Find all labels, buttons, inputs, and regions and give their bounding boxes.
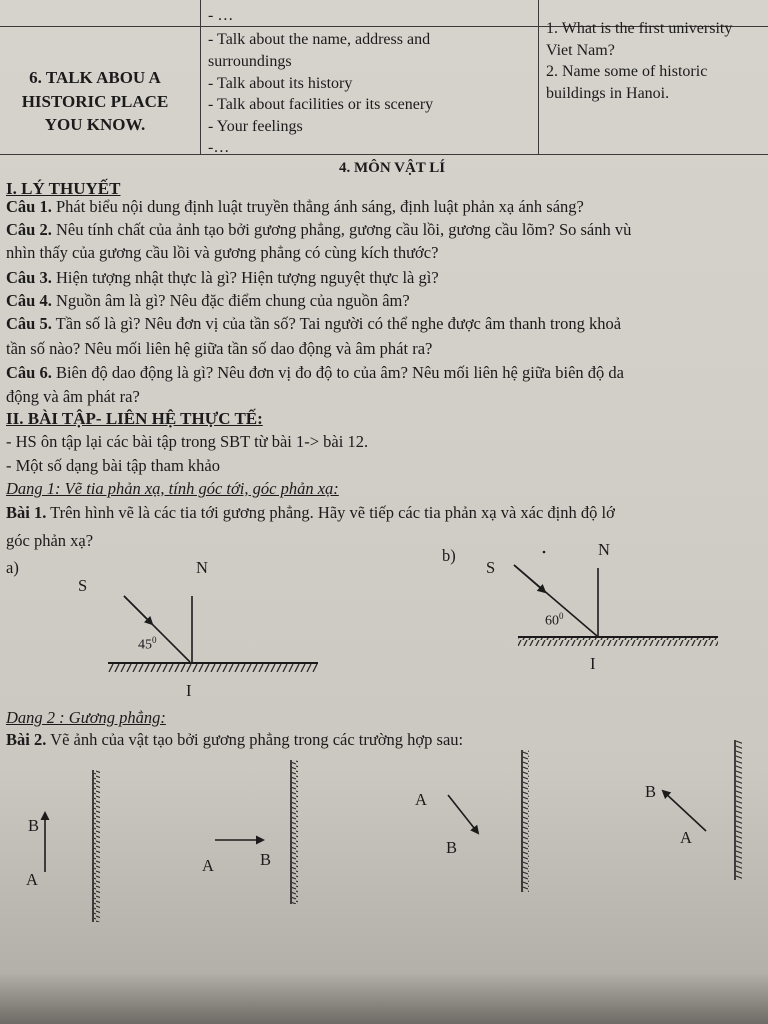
content-item: -…	[208, 139, 230, 156]
dang2-heading: Dang 2 : Gương phẳng:	[6, 708, 166, 727]
question-line: 1. What is the first university	[546, 20, 733, 37]
exercises-intro: - Một số dạng bài tập tham khảo	[6, 456, 221, 475]
content-item: surroundings	[208, 53, 292, 70]
question-number: Câu 4.	[6, 291, 52, 310]
mirror-hatching	[108, 664, 318, 672]
question-text: Nguồn âm là gì? Nêu đặc điểm chung của nguồn âm?	[51, 291, 410, 310]
content-item: - Your feelings	[208, 118, 303, 135]
ray-source-label: S	[78, 576, 88, 595]
bai2-case-4	[663, 740, 742, 880]
bai2-number: Bài 2.	[6, 730, 47, 749]
figure-b	[514, 551, 718, 646]
incident-ray-arrow	[124, 596, 152, 624]
question-text: động và âm phát ra?	[6, 387, 140, 406]
angle-value: 45	[138, 637, 152, 653]
mirror-hatching	[736, 740, 742, 880]
content-item: - Talk about its history	[208, 75, 353, 92]
object-end-label: B	[28, 816, 40, 835]
section-title: 4. MÔN VẬT LÍ	[339, 160, 446, 176]
bai2-case-1	[45, 770, 100, 922]
question-line: Viet Nam?	[546, 42, 615, 59]
angle-value: 60	[545, 613, 559, 629]
normal-label: N	[598, 540, 610, 559]
exercises-heading: II. BÀI TẬP- LIÊN HỆ THỰC TẾ:	[6, 409, 263, 428]
question-text: tần số nào? Nêu mối liên hệ giữa tần số dao động và âm phát ra?	[6, 339, 433, 358]
incident-ray-arrow	[514, 565, 545, 592]
question-number: Câu 3.	[6, 268, 52, 287]
mirror-hatching	[518, 638, 718, 646]
bai2-case-2	[215, 760, 298, 904]
degree-mark: 0	[559, 611, 564, 621]
object-arrow	[663, 791, 706, 831]
topic-line: HISTORIC PLACE	[21, 92, 169, 111]
question-text: nhìn thấy của gương cầu lồi và gương phẳng có cùng kích thước?	[6, 243, 439, 262]
question-line: buildings in Hanoi.	[546, 85, 670, 102]
bai2-text: Vẽ ảnh của vật tạo bởi gương phẳng trong các trường hợp sau:	[46, 730, 464, 749]
content-item: - Talk about the name, address and	[208, 31, 431, 48]
object-end-label: B	[645, 782, 657, 801]
object-end-label: A	[415, 790, 427, 809]
object-end-label: A	[202, 856, 214, 875]
degree-mark: 0	[152, 635, 157, 645]
topic-line: 6. TALK ABOU A	[29, 68, 161, 87]
incidence-point-label: I	[186, 681, 192, 700]
bai1-number: Bài 1.	[6, 503, 47, 522]
dang1-heading: Dang 1: Vẽ tia phản xạ, tính góc tới, góc phản xạ:	[6, 479, 339, 498]
topic-line: YOU KNOW.	[44, 115, 146, 134]
question-text: Hiện tượng nhật thực là gì? Hiện tượng nguyệt thực là gì?	[51, 268, 439, 287]
object-end-label: B	[446, 838, 458, 857]
theory-heading: I. LÝ THUYẾT	[6, 179, 121, 198]
bai1-statement-cont: góc phản xạ?	[6, 531, 94, 550]
question-number: Câu 6.	[6, 363, 52, 382]
incidence-point-label: I	[590, 654, 596, 673]
ray-source-label: S	[486, 558, 496, 577]
figure-b-tag: b)	[442, 546, 456, 565]
question-text: Nêu tính chất của ảnh tạo bởi gương phẳng, gương cầu lồi, gương cầu lõm? So sánh vù	[51, 220, 632, 239]
question-line: 2. Name some of historic	[546, 63, 708, 80]
object-end-label: B	[260, 850, 272, 869]
question-number: Câu 2.	[6, 220, 52, 239]
question-text: Biên độ dao động là gì? Nêu đơn vị đo độ to của âm? Nêu mối liên hệ giữa biên độ da	[51, 363, 624, 382]
object-end-label: A	[680, 828, 692, 847]
previous-row-dots: - …	[208, 7, 234, 24]
content-item: - Talk about facilities or its scenery	[208, 96, 434, 113]
figure-a-tag: a)	[6, 558, 19, 577]
bai2-case-3	[448, 750, 529, 892]
question-text: Phát biểu nội dung định luật truyền thẳng ánh sáng, định luật phản xạ ánh sáng?	[51, 197, 584, 216]
question-number: Câu 5.	[6, 314, 52, 333]
question-number: Câu 1.	[6, 197, 52, 216]
mirror-hatching	[523, 750, 529, 892]
object-end-label: A	[26, 870, 38, 889]
mirror-hatching	[94, 770, 100, 922]
normal-label: N	[196, 558, 208, 577]
figure-a	[108, 596, 318, 672]
question-text: Tần số là gì? Nêu đơn vị của tần số? Tai người có thể nghe được âm thanh trong khoả	[51, 314, 622, 333]
ink-dot	[543, 551, 546, 554]
exercises-intro: - HS ôn tập lại các bài tập trong SBT từ bài 1-> bài 12.	[6, 432, 369, 451]
mirror-hatching	[292, 760, 298, 904]
bai1-text: Trên hình vẽ là các tia tới gương phẳng. Hãy vẽ tiếp các tia phản xạ và xác định độ lớ	[46, 503, 615, 522]
object-arrow	[448, 795, 478, 833]
